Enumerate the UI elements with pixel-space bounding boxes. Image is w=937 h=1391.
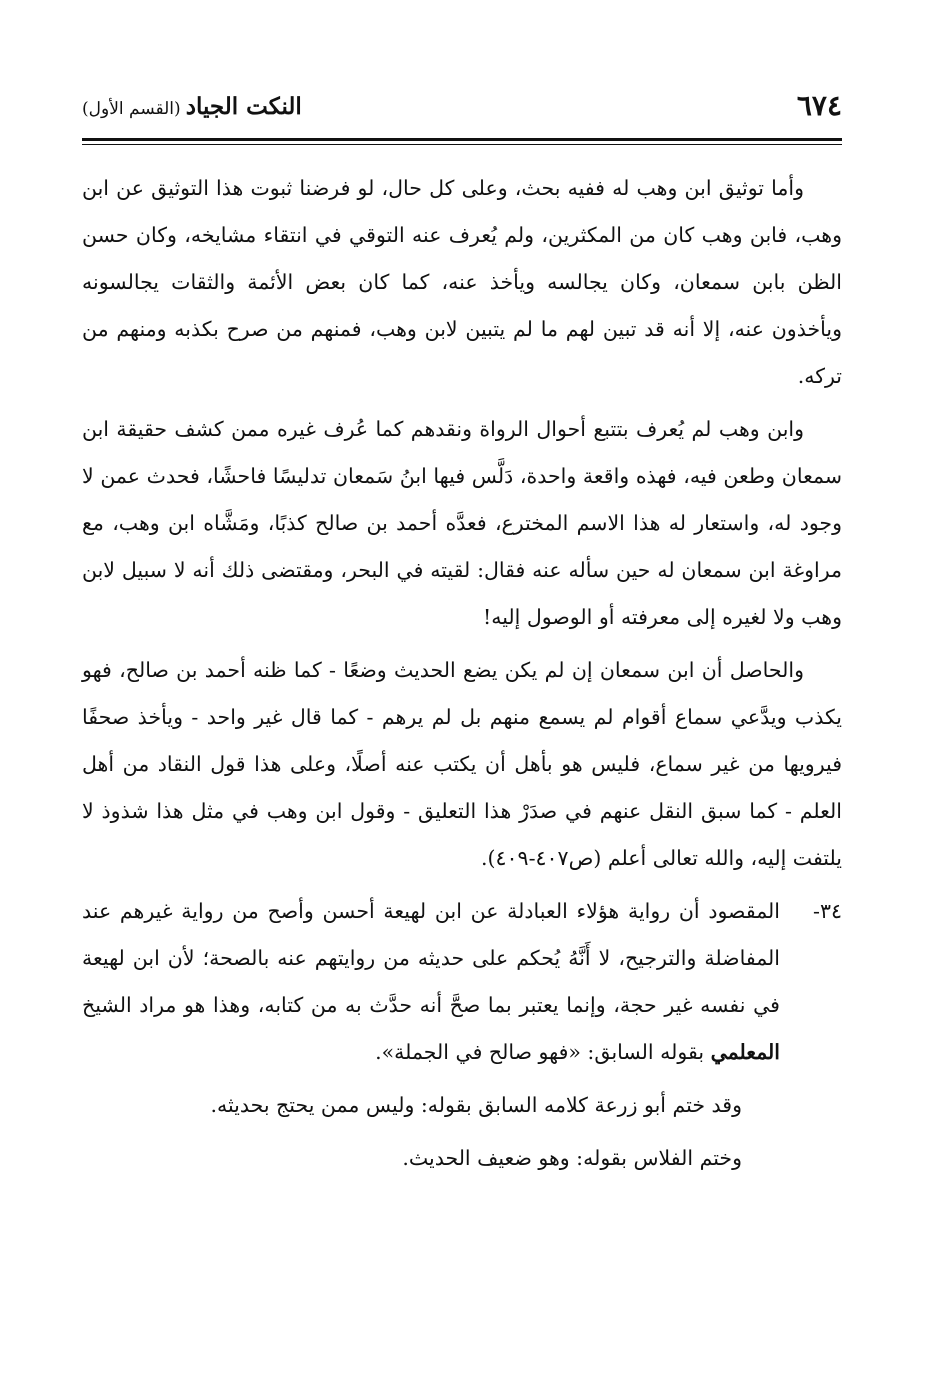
page-body	[82, 165, 842, 1182]
page-number: ٦٧٤	[796, 89, 842, 122]
running-title	[82, 90, 302, 126]
paragraph-2: وابن وهب لم يُعرف بتتبع أحوال الرواة ونقدهم كما عُرف غيره ممن كشف حقيقة ابن سمعان وطعن فيه، فهذه واقعة واحدة، دَلَّس فيها ابنُ سَمعان تدليسًا فاحشًا، فحدث عمن لا وجود له، واستعار له هذا الاسم المخترع، فعدَّه أحمد بن صالح كذبًا، ومَشَّاه ابن وهب، مع مراوغة ابن سمعان له حين سأله عنه فقال: لقيته في البحر، ومقتضى ذلك أنه لا سبيل لابن وهب ولا لغيره إلى معرفته أو الوصول إليه!	[82, 417, 842, 629]
paragraph-1: وأما توثيق ابن وهب له ففيه بحث، وعلى كل حال، لو فرضنا ثبوت هذا التوثيق عن ابن وهب، فابن وهب كان من المكثرين، ولم يُعرف عنه التوقي في انتقاء مشايخه، وكان حسن الظن بابن سمعان، وكان يجالسه ويأخذ عنه، كما كان بعض الأئمة والثقات يجالسونه ويأخذون عنه، إلا أنه قد تبين لهم ما لم يتبين لابن وهب، فمنهم من صرح بكذبه ومنهم من تركه.	[82, 176, 842, 388]
note-34-text-end: بقوله السابق: «فهو صالح في الجملة».	[375, 1040, 705, 1064]
note-34	[82, 888, 842, 1076]
note-34-text-start: المقصود أن رواية هؤلاء العبادلة عن ابن لهيعة أحسن وأصح من رواية غيرهم عند المفاضلة والترجيح، لا أَنَّهُ يُحكم على حديثه من روايتهم عنه بالصحة؛ لأن ابن لهيعة في نفسه غير حجة، وإنما يعتبر بما صحَّ أنه حدَّث به من كتابه، وهذا هو مراد الشيخ	[82, 899, 780, 1017]
scholar-name: المعلمي	[710, 1040, 780, 1064]
note-34-followup-2: وختم الفلاس بقوله: وهو ضعيف الحديث.	[402, 1146, 742, 1170]
header-rule-thick	[82, 138, 842, 141]
note-34-followup-1: وقد ختم أبو زرعة كلامه السابق بقوله: وليس ممن يحتج بحديثه.	[210, 1093, 742, 1117]
page-header	[82, 88, 842, 128]
header-rule-thin	[82, 144, 842, 145]
note-number: ٣٤-	[813, 899, 842, 923]
paragraph-3: والحاصل أن ابن سمعان إن لم يكن يضع الحديث وضعًا - كما ظنه أحمد بن صالح، فهو يكذب ويدَّعي سماع أقوام لم يسمع منهم بل لم يرهم - كما قال غير واحد - ويأخذ صحفًا فيرويها من غير سماع، فليس هو بأهل أن يكتب عنه أصلًا، وعلى هذا قول النقاد من أهل العلم - كما سبق النقل عنهم في صدَرْ هذا التعليق - وقول ابن وهب في مثل هذا شذوذ لا يلتفت إليه، والله تعالى أعلم (ص٤٠٧-٤٠٩).	[82, 658, 842, 870]
book-title: النكت الجياد	[185, 93, 302, 120]
part-label: (القسم الأول)	[82, 99, 181, 119]
